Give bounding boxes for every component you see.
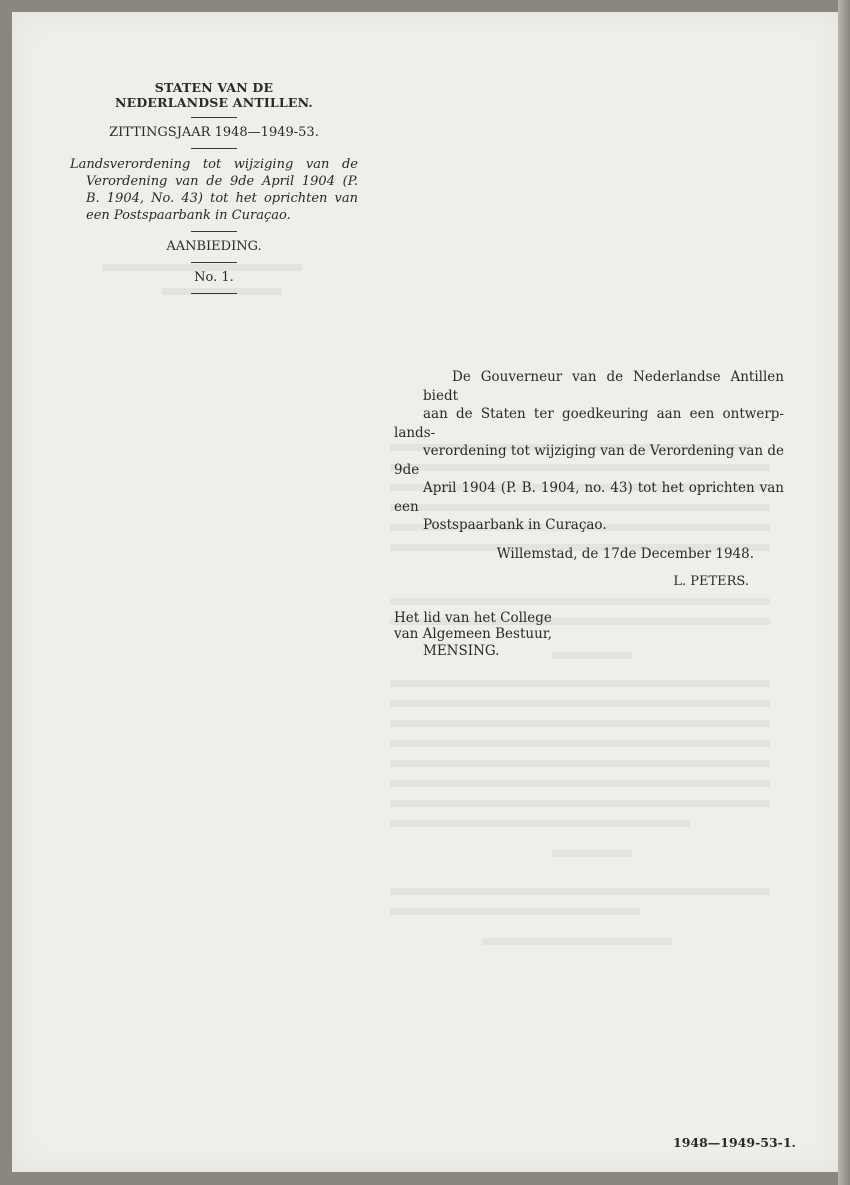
signatory-name: L. PETERS. xyxy=(673,574,749,589)
org-name-line1: STATEN VAN DE xyxy=(154,80,274,95)
bleed-through-mark xyxy=(390,820,690,827)
paragraph-line: Postspaarbank in Curaçao. xyxy=(423,517,607,533)
bleed-through-mark xyxy=(552,850,632,857)
org-name-line2: NEDERLANDSE ANTILLEN. xyxy=(115,95,313,110)
divider xyxy=(191,148,237,149)
bleed-through-mark xyxy=(390,680,770,687)
subject-line: Verordening van de 9de April 1904 (P. xyxy=(86,174,358,189)
document-number: No. 1. xyxy=(194,270,234,285)
bleed-through-mark xyxy=(390,908,640,915)
paragraph-line: verordening tot wijziging van de Verordening van de 9de xyxy=(394,443,784,478)
bleed-through-mark xyxy=(390,720,770,727)
place-and-date: Willemstad, de 17de December 1948. xyxy=(496,545,754,562)
divider xyxy=(191,231,237,232)
document-header xyxy=(70,80,358,301)
bleed-through-mark xyxy=(390,740,770,747)
document-subject xyxy=(70,156,358,224)
document-type: AANBIEDING. xyxy=(166,239,262,254)
member-line: Het lid van het College xyxy=(394,609,552,626)
subject-line: een Postspaarbank in Curaçao. xyxy=(86,208,291,223)
bleed-through-mark xyxy=(390,780,770,787)
bleed-through-mark xyxy=(482,938,672,945)
divider xyxy=(191,293,237,294)
member-line: van Algemeen Bestuur, xyxy=(394,626,553,642)
subject-line: Landsverordening tot wijziging van de xyxy=(70,157,358,172)
member-name: MENSING. xyxy=(423,642,500,659)
bleed-through-mark xyxy=(390,800,770,807)
bleed-through-mark xyxy=(390,888,770,895)
document-code: 1948—1949-53-1. xyxy=(673,1135,796,1150)
subject-line: B. 1904, No. 43) tot het oprichten van xyxy=(86,191,358,206)
bleed-through-mark xyxy=(390,760,770,767)
page-edge xyxy=(838,0,850,1185)
document-body xyxy=(394,368,784,659)
paragraph-line: De Gouverneur van de Nederlandse Antillen biedt xyxy=(423,369,784,404)
divider xyxy=(191,262,237,263)
session-year: ZITTINGSJAAR 1948—1949-53. xyxy=(109,125,319,140)
countersignatory xyxy=(394,610,784,660)
divider xyxy=(191,117,237,118)
bleed-through-mark xyxy=(390,700,770,707)
paragraph-line: April 1904 (P. B. 1904, no. 43) tot het oprichten van een xyxy=(394,480,784,515)
main-paragraph xyxy=(394,368,784,535)
paragraph-line: aan de Staten ter goedkeuring aan een ontwerp-lands- xyxy=(394,406,784,441)
